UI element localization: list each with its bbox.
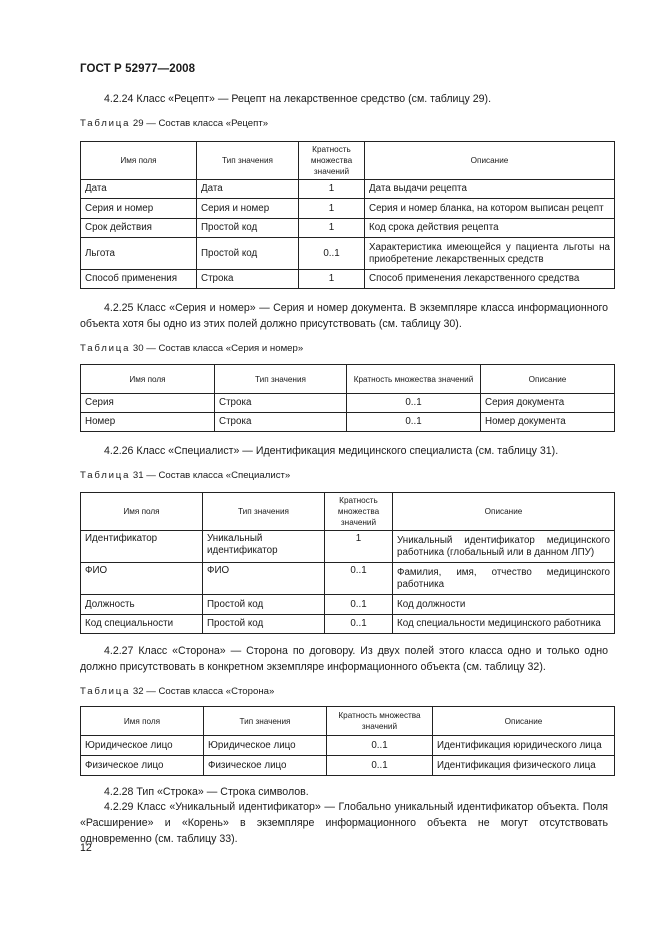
table-cell: Способ применения лекарственного средства xyxy=(365,270,615,289)
table-cell: Способ применения xyxy=(81,270,197,289)
table-cell: Строка xyxy=(197,270,299,289)
table-32-caption xyxy=(80,686,274,698)
table-row xyxy=(81,563,615,595)
table-cell: Простой код xyxy=(203,615,325,634)
table-cell: Серия и номер бланка, на котором выписан рецепт xyxy=(365,199,615,219)
table-31-caption-label: Таблица xyxy=(80,470,131,481)
table-31-header-row xyxy=(81,493,615,531)
table-cell: Код срока действия рецепта xyxy=(365,219,615,238)
table-cell: Серия документа xyxy=(481,394,615,413)
table-cell: Юридическое лицо xyxy=(204,736,327,756)
table-cell: Идентификатор xyxy=(81,531,203,563)
table-row xyxy=(81,615,615,634)
table-cell: Серия xyxy=(81,394,215,413)
table-cell: 0..1 xyxy=(327,756,433,776)
table-row xyxy=(81,394,615,413)
table-row xyxy=(81,270,615,289)
table-cell: 0..1 xyxy=(325,563,393,595)
table-cell: 0..1 xyxy=(327,736,433,756)
table-cell: Юридическое лицо xyxy=(81,736,204,756)
table-cell: Срок действия xyxy=(81,219,197,238)
table-31-header-cell: Кратность множества значений xyxy=(325,493,393,531)
table-30 xyxy=(80,364,615,432)
table-32-caption-text: 32 — Состав класса «Сторона» xyxy=(130,686,275,697)
table-30-caption xyxy=(80,343,303,355)
table-cell: Идентификация юридического лица xyxy=(433,736,615,756)
table-29-header-cell: Описание xyxy=(365,142,615,180)
table-cell: Простой код xyxy=(197,238,299,270)
table-31 xyxy=(80,492,615,634)
table-32-header-cell: Кратность множества значений xyxy=(327,707,433,736)
table-cell: Дата xyxy=(81,180,197,199)
table-cell: 1 xyxy=(299,270,365,289)
table-cell: Фамилия, имя, отчество медицинского работника xyxy=(393,563,615,595)
table-cell: Строка xyxy=(215,413,347,432)
table-row xyxy=(81,413,615,432)
table-29-header-cell: Кратность множества значений xyxy=(299,142,365,180)
table-cell: 0..1 xyxy=(325,595,393,615)
page-number: 12 xyxy=(80,842,92,854)
table-29-header-row xyxy=(81,142,615,180)
table-cell: 1 xyxy=(299,180,365,199)
table-row xyxy=(81,595,615,615)
table-cell: Уникальный идентификатор xyxy=(203,531,325,563)
table-cell: 0..1 xyxy=(299,238,365,270)
table-32 xyxy=(80,706,615,776)
section-4-2-29: 4.2.29 Класс «Уникальный идентификатор» — Глобально уникальный идентификатор объекта. Поля «Расширение» и «Корень» в экземпляре информационного объекта не могут отсутствовать одновременно (см. таблицу 33). xyxy=(80,801,608,845)
table-cell: Идентификация физического лица xyxy=(433,756,615,776)
table-30-caption-text: 30 — Состав класса «Серия и номер» xyxy=(130,343,304,354)
table-31-header-cell: Имя поля xyxy=(81,493,203,531)
table-cell: Физическое лицо xyxy=(81,756,204,776)
table-cell: Код специальности xyxy=(81,615,203,634)
table-29-caption xyxy=(80,118,268,130)
table-row xyxy=(81,736,615,756)
table-32-caption-label: Таблица xyxy=(80,686,131,697)
table-32-header-cell: Имя поля xyxy=(81,707,204,736)
table-cell: ФИО xyxy=(203,563,325,595)
table-29-header-cell: Тип значения xyxy=(197,142,299,180)
table-cell: 1 xyxy=(299,199,365,219)
table-cell: Характеристика имеющейся у пациента льготы на приобретение лекарственных средств xyxy=(365,238,615,270)
table-cell: Серия и номер xyxy=(81,199,197,219)
table-cell: ФИО xyxy=(81,563,203,595)
section-4-2-24: 4.2.24 Класс «Рецепт» — Рецепт на лекарственное средство (см. таблицу 29). xyxy=(104,93,492,105)
table-30-header-cell: Описание xyxy=(481,365,615,394)
table-32-header-cell: Тип значения xyxy=(204,707,327,736)
table-cell: Уникальный идентификатор медицинского работника (глобальный или в данном ЛПУ) xyxy=(393,531,615,563)
table-cell: 0..1 xyxy=(347,394,481,413)
section-4-2-25: 4.2.25 Класс «Серия и номер» — Серия и номер документа. В экземпляре класса информационного объекта хотя бы одно из этих полей должно присутствовать (см. таблицу 30). xyxy=(80,302,608,330)
table-cell: Код должности xyxy=(393,595,615,615)
table-cell: Простой код xyxy=(197,219,299,238)
table-32-header-cell: Описание xyxy=(433,707,615,736)
table-cell: 1 xyxy=(325,531,393,563)
table-32-header-row xyxy=(81,707,615,736)
table-cell: Дата выдачи рецепта xyxy=(365,180,615,199)
table-row xyxy=(81,219,615,238)
table-cell: 0..1 xyxy=(347,413,481,432)
table-cell: Серия и номер xyxy=(197,199,299,219)
table-cell: Льгота xyxy=(81,238,197,270)
table-31-caption-text: 31 — Состав класса «Специалист» xyxy=(130,470,291,481)
table-cell: Строка xyxy=(215,394,347,413)
table-30-header-cell: Кратность множества значений xyxy=(347,365,481,394)
table-cell: Код специальности медицинского работника xyxy=(393,615,615,634)
table-29-caption-label: Таблица xyxy=(80,118,131,129)
table-cell: 0..1 xyxy=(325,615,393,634)
table-row xyxy=(81,756,615,776)
table-cell: Физическое лицо xyxy=(204,756,327,776)
table-row xyxy=(81,180,615,199)
table-29-caption-text: 29 — Состав класса «Рецепт» xyxy=(130,118,269,129)
section-4-2-27: 4.2.27 Класс «Сторона» — Сторона по договору. Из двух полей этого класса одно и только одно должно присутствовать в конкретном экземпляре информационного объекта (см. таблицу 32). xyxy=(80,645,608,673)
table-30-header-row xyxy=(81,365,615,394)
table-cell: 1 xyxy=(299,219,365,238)
table-31-header-cell: Тип значения xyxy=(203,493,325,531)
table-29-header-cell: Имя поля xyxy=(81,142,197,180)
section-4-2-26: 4.2.26 Класс «Специалист» — Идентификация медицинского специалиста (см. таблицу 31). xyxy=(104,445,559,457)
table-30-header-cell: Тип значения xyxy=(215,365,347,394)
table-cell: Номер xyxy=(81,413,215,432)
table-row xyxy=(81,238,615,270)
table-30-caption-label: Таблица xyxy=(80,343,131,354)
table-cell: Простой код xyxy=(203,595,325,615)
table-cell: Дата xyxy=(197,180,299,199)
section-4-2-28: 4.2.28 Тип «Строка» — Строка символов. xyxy=(104,786,309,798)
table-row xyxy=(81,199,615,219)
table-31-caption xyxy=(80,470,290,482)
table-row xyxy=(81,531,615,563)
document-header: ГОСТ Р 52977—2008 xyxy=(80,63,196,75)
table-cell: Должность xyxy=(81,595,203,615)
table-cell: Номер документа xyxy=(481,413,615,432)
table-30-header-cell: Имя поля xyxy=(81,365,215,394)
table-31-header-cell: Описание xyxy=(393,493,615,531)
table-29 xyxy=(80,141,615,289)
